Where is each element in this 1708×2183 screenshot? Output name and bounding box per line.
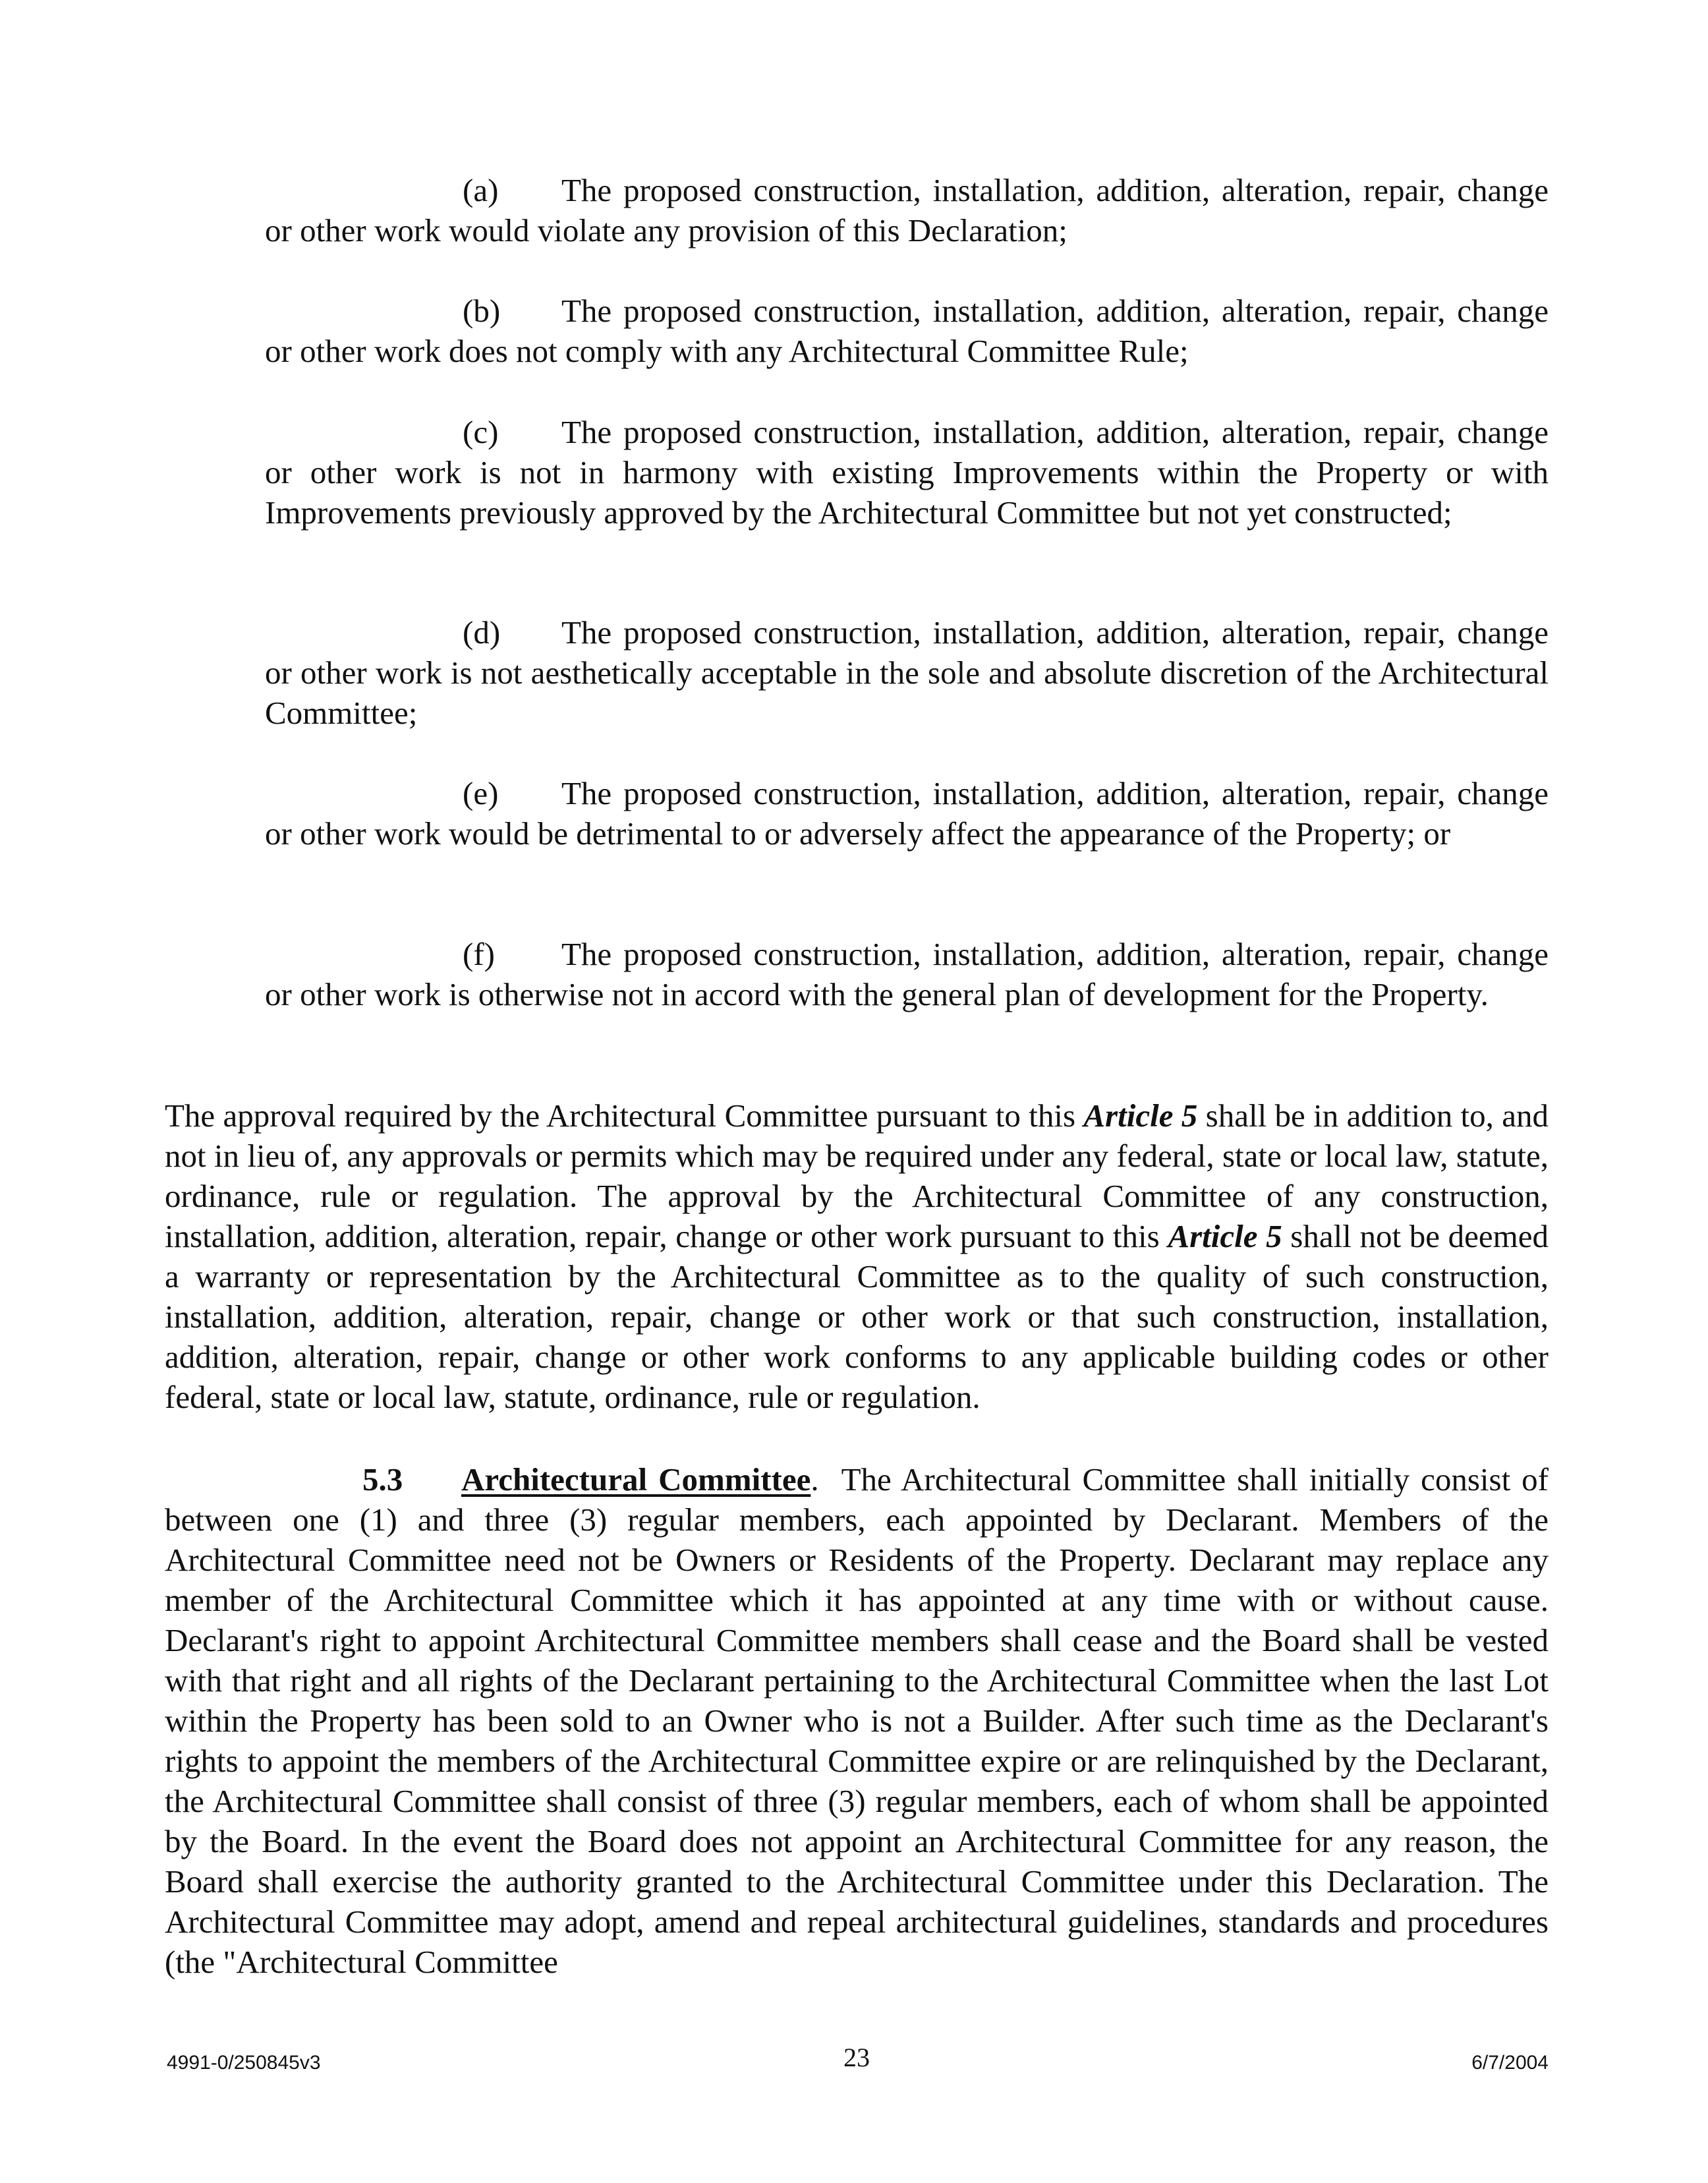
list-item-a: [265, 170, 1549, 250]
item-marker: (a): [463, 172, 499, 208]
list-item-c: [265, 412, 1549, 533]
item-first-line: The proposed construction, installation, addition, alteration, repair,: [561, 936, 1446, 972]
item-marker: (d): [463, 614, 501, 651]
footer-page-number: 23: [843, 2043, 870, 2072]
item-first-line: The proposed construction, installation, addition, alteration, repair,: [561, 172, 1446, 208]
list-item-d: [265, 612, 1549, 733]
item-marker: (b): [463, 293, 501, 329]
article-reference: Article 5: [1083, 1097, 1198, 1134]
item-rest: change or other work does not comply with any Architectural Committee Rule;: [265, 293, 1549, 369]
item-marker: (c): [463, 414, 499, 450]
footer-doc-id: 4991-0/250845v3: [167, 2052, 321, 2074]
section-title-suffix: .: [811, 1461, 819, 1498]
item-first-line: The proposed construction, installation, addition, alteration, repair,: [561, 614, 1446, 651]
section-number: 5.3: [362, 1461, 403, 1498]
list-item-b: [265, 291, 1549, 371]
approval-text-1: The approval required by the Architectural Committee pursuant to this: [165, 1097, 1084, 1134]
item-first-line: The proposed construction, installation, addition, alteration, repair,: [561, 293, 1446, 329]
section-title: Architectural Committee: [461, 1461, 811, 1498]
item-rest: change or other work would violate any provision of this Declaration;: [265, 172, 1549, 248]
item-rest: change or other work is not aesthetically acceptable in the sole and absolute discretion of the Architectural Committee;: [265, 614, 1549, 731]
item-marker: (f): [463, 936, 495, 972]
item-rest: change or other work would be detrimental to or adversely affect the appearance of the Property; or: [265, 775, 1549, 852]
approval-text-3: shall not be deemed a warranty or representation by the Architectural Committee as to the quality of such construction, installation, addition, alteration, repair, change or other work or that such construction, installation, addition, alteration, repair, change or other work conforms to any applicable building codes or other federal, state or local law, statute, ordinance, rule or regulation.: [165, 1218, 1549, 1415]
approval-paragraph: [165, 1095, 1549, 1417]
approval-text-2: shall be in addition to, and not in lieu of, any approvals or permits which may be required under any federal, state or local law, statute, ordinance, rule or regulation. The approval by the Architectural Committee of any construction, installation, addition, alteration, repair, change or other work pursuant to this: [165, 1097, 1549, 1254]
list-item-e: [265, 773, 1549, 854]
list-item-f: [265, 934, 1549, 1014]
item-first-line: The proposed construction, installation, addition, alteration, repair,: [561, 414, 1446, 450]
section-body: The Architectural Committee shall initially consist of between one (1) and three (3) regular members, each appointed by Declarant. Members of the Architectural Committee need not be Owners or Residents of the Property. Declarant may replace any member of the Architectural Committee which it has appointed at any time with or without cause. Declarant's right to appoint Architectural Committee members shall cease and the Board shall be vested with that right and all rights of the Declarant pertaining to the Architectural Committee when the last Lot within the Property has been sold to an Owner who is not a Builder. After such time as the Declarant's rights to appoint the members of the Architectural Committee expire or are relinquished by the Declarant, the Architectural Committee shall consist of three (3) regular members, each of whom shall be appointed by the Board. In the event the Board does not appoint an Architectural Committee for any reason, the Board shall exercise the authority granted to the Architectural Committee under this Declaration. The Architectural Committee may adopt, amend and repeal architectural guidelines, standards and procedures (the "Architectural Committee: [165, 1461, 1549, 1980]
article-reference: Article 5: [1168, 1218, 1282, 1254]
item-rest: change or other work is not in harmony with existing Improvements within the Property or with Improvements previously approved by the Architectural Committee but not yet constructed;: [265, 414, 1549, 531]
item-first-line: The proposed construction, installation, addition, alteration, repair,: [561, 775, 1446, 811]
section-5-3: [165, 1459, 1549, 1982]
item-rest: change or other work is otherwise not in accord with the general plan of development for the Property.: [265, 936, 1549, 1012]
item-marker: (e): [463, 775, 499, 811]
footer-date: 6/7/2004: [1471, 2052, 1549, 2074]
